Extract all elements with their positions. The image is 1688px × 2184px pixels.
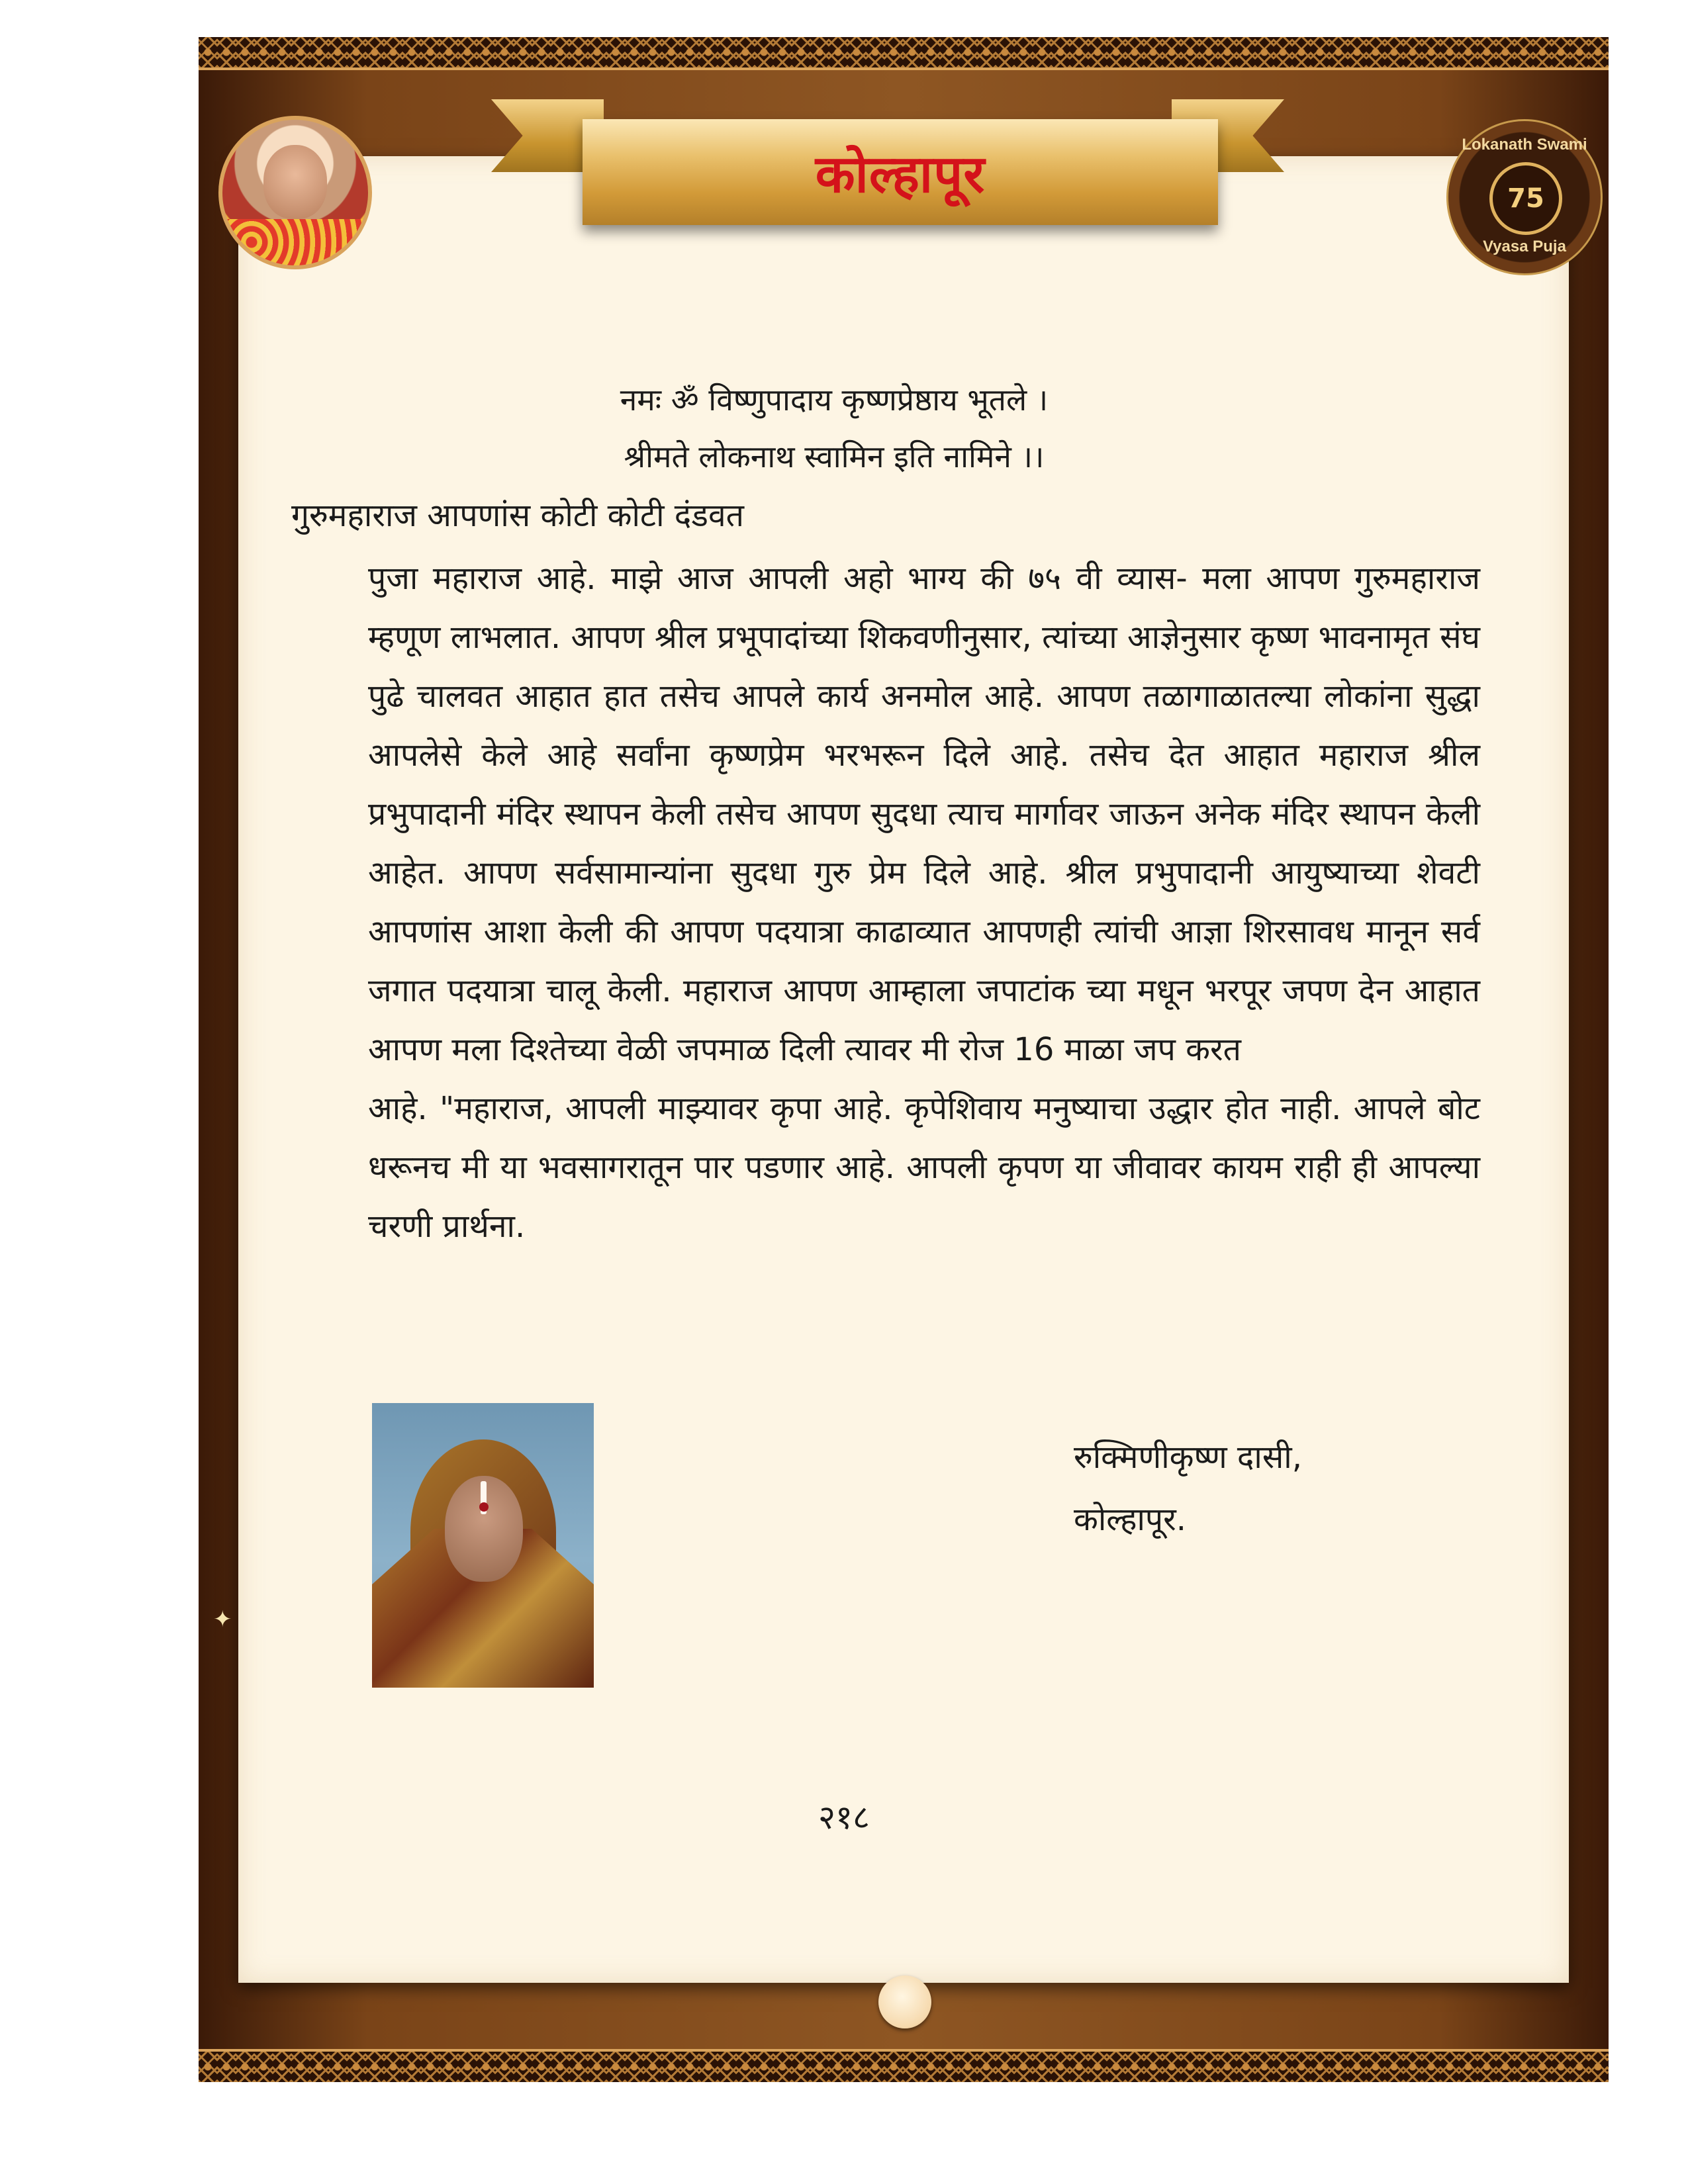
signature-place: कोल्हापूर. bbox=[1074, 1501, 1187, 1538]
greeting: गुरुमहाराज आपणांस कोटी कोटी दंडवत bbox=[291, 497, 745, 534]
title-ribbon bbox=[583, 119, 1218, 225]
top-ornament-band bbox=[199, 37, 1609, 68]
page-number: २१८ bbox=[818, 1798, 870, 1837]
top-band-line bbox=[199, 68, 1609, 70]
emblem-inner-ring bbox=[1489, 162, 1562, 235]
emblem-top-text: Lokanath Swami bbox=[1462, 136, 1587, 154]
bottom-band-line bbox=[199, 2049, 1609, 2052]
author-photo bbox=[372, 1403, 594, 1688]
photo-bindi bbox=[479, 1502, 489, 1512]
emblem-number: 75 bbox=[1507, 183, 1544, 214]
portrait-garland bbox=[222, 219, 368, 265]
bottom-ornament-band bbox=[199, 2052, 1609, 2082]
body-paragraph-1: पुजा महाराज आहे. माझे आज आपली अहो भाग्य की ७५ वी व्यास- मला आपण गुरुमहाराज म्हणूण लाभलात. आपण श्रील प्रभूपादांच्या शिकवणीनुसार, त्यांच्या आज्ञेनुसार कृष्ण भावनामृत संघ पुढे चालवत आहात हात तसेच आपले कार्य अनमोल आहे. आपण तळागाळातल्या लोकांना सुद्धा आपलेसे केले आहे सर्वांना कृष्णप्रेम भरभरून दिले आहे. तसेच देत आहात महाराज श्रील प्रभुपादानी मंदिर स्थापन केली तसेच आपण सुदधा त्याच मार्गावर जाऊन अनेक मंदिर स्थापन केली आहेत. आपण सर्वसामान्यांना सुदधा गुरु प्रेम दिले आहे. श्रील प्रभुपादानी आयुष्याच्या शेवटी आपणांस आशा केली की आपण पदयात्रा काढाव्यात आपणही त्यांची आज्ञा शिरसावध मानून सर्व जगात पदयात्रा चालू केली. महाराज आपण आम्हाला जपाटांक च्या मधून भरपूर जपण देन आहात आपण मला दिश्तेच्या वेळी जपमाळ दिली त्यावर मी रोज 16 माळा जप करत bbox=[368, 560, 1480, 1068]
vyasa-puja-75-emblem bbox=[1446, 119, 1603, 275]
verse-line-1: नमः ॐ विष्णुपादाय कृष्णप्रेष्ठाय भूतले । bbox=[620, 382, 1049, 418]
guru-portrait-image bbox=[218, 116, 372, 269]
page-title: कोल्हापूर bbox=[815, 144, 986, 205]
bottom-ornament-knob bbox=[878, 1976, 931, 2028]
verse-line-2: श्रीमते लोकनाथ स्वामिन इति नामिने ।। bbox=[624, 439, 1045, 475]
emblem-bottom-text: Vyasa Puja bbox=[1483, 238, 1566, 255]
sparkle-icon: ✦ bbox=[213, 1606, 232, 1633]
signature-name: रुक्मिणीकृष्ण दासी, bbox=[1074, 1439, 1302, 1476]
body-paragraph-2: आहे. "महाराज, आपली माझ्यावर कृपा आहे. कृपेशिवाय मनुष्याचा उद्धार होत नाही. आपले बोट धरूनच मी या भवसागरातून पार पडणार आहे. आपली कृपण या जीवावर कायम राही ही आपल्या चरणी प्रार्थना. bbox=[368, 1090, 1480, 1245]
portrait-face bbox=[263, 145, 327, 219]
letter-body bbox=[368, 549, 1480, 1256]
